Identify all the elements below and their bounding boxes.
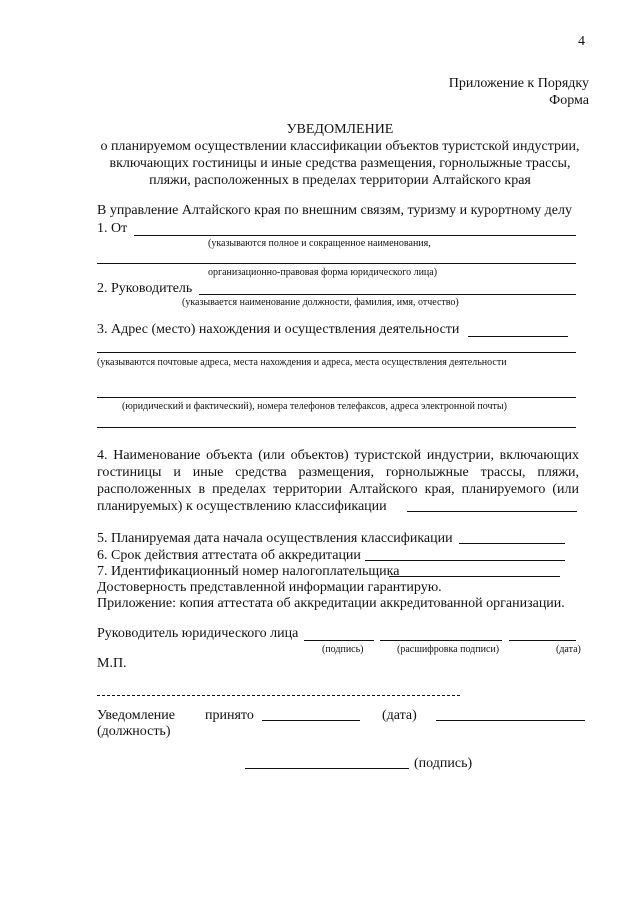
title-line-2: включающих гостиницы и иные средства размещения, горнолыжные трассы, xyxy=(109,156,571,171)
attachment-note: Приложение: копия аттестата об аккредитации аккредитованной организации. xyxy=(97,596,565,611)
item-7-fill-line[interactable] xyxy=(389,576,560,577)
item-4-fill-line[interactable] xyxy=(407,511,577,512)
item-4-line-4: планируемых) к осуществлению классификации xyxy=(97,499,387,514)
title-line-1: о планируемом осуществлении классификации объектов туристской индустрии, xyxy=(100,139,580,154)
signature-decode-fill-line[interactable] xyxy=(380,640,502,641)
form-label: Форма xyxy=(549,93,589,108)
guarantee-statement: Достоверность представленной информации гарантирую. xyxy=(97,580,442,595)
item-1-hint-2: организационно-правовая форма юридического лица) xyxy=(208,267,438,278)
signature-sign-hint: (подпись) xyxy=(322,644,364,655)
item-1-hint-1: (указываются полное и сокращенное наименования, xyxy=(208,238,431,249)
acceptance-date-fill-line[interactable] xyxy=(262,720,360,721)
item-6-label: 6. Срок действия аттестата об аккредитации xyxy=(97,548,361,563)
item-3-fill-line-3[interactable] xyxy=(97,397,576,398)
item-2-label: 2. Руководитель xyxy=(97,281,193,296)
item-4-line-1: 4. Наименование объекта (или объектов) туристской индустрии, включающих xyxy=(97,448,579,463)
addressee-line: В управление Алтайского края по внешним связям, туризму и курортному делу xyxy=(97,203,573,218)
appendix-label: Приложение к Порядку xyxy=(448,76,589,91)
item-1-label: 1. От xyxy=(97,221,128,236)
item-5-label: 5. Планируемая дата начала осуществления классификации xyxy=(97,531,453,546)
item-3-fill-line[interactable] xyxy=(468,336,568,337)
cut-line-divider xyxy=(97,695,460,696)
item-1-fill-line-2[interactable] xyxy=(97,263,576,264)
item-1-fill-line[interactable] xyxy=(134,235,576,236)
acceptance-signature-fill-line[interactable] xyxy=(245,768,409,769)
signature-date-hint: (дата) xyxy=(556,644,581,655)
title-line-3: пляжи, расположенных в пределах территории Алтайского края xyxy=(149,173,531,188)
acceptance-date-label: (дата) xyxy=(382,708,417,723)
item-4-line-3: расположенных в пределах территории Алтайского края, планируемого (или xyxy=(97,482,579,497)
item-3-hint-2: (юридический и фактический), номера телефонов телефаксов, адреса электронной почты) xyxy=(122,401,507,412)
acceptance-word-1: Уведомление xyxy=(97,708,176,723)
signature-fill-line[interactable] xyxy=(304,640,374,641)
signature-decode-hint: (расшифровка подписи) xyxy=(397,644,500,655)
item-6-fill-line[interactable] xyxy=(365,560,565,561)
acceptance-word-2: принято xyxy=(205,708,254,723)
item-7-label: 7. Идентификационный номер налогоплательщика xyxy=(97,564,400,579)
document-title: УВЕДОМЛЕНИЕ xyxy=(286,122,394,137)
item-3-fill-line-4[interactable] xyxy=(97,427,576,428)
page-number: 4 xyxy=(578,34,585,49)
signature-date-fill-line[interactable] xyxy=(509,640,576,641)
item-2-fill-line[interactable] xyxy=(199,294,576,295)
acceptance-position-label: (должность) xyxy=(97,724,171,739)
stamp-place: М.П. xyxy=(97,656,127,671)
signature-label: Руководитель юридического лица xyxy=(97,626,299,641)
item-5-fill-line[interactable] xyxy=(459,543,565,544)
acceptance-position-fill-line[interactable] xyxy=(436,720,585,721)
item-3-hint-1: (указываются почтовые адреса, места нахождения и адреса, места осуществления деятельности xyxy=(97,357,507,368)
acceptance-signature-label: (подпись) xyxy=(414,756,473,771)
item-4-line-2: гостиницы и иные средства размещения, горнолыжные трассы, пляжи, xyxy=(97,465,579,480)
item-3-label: 3. Адрес (место) нахождения и осуществления деятельности xyxy=(97,322,460,337)
item-2-hint: (указывается наименование должности, фамилия, имя, отчество) xyxy=(182,297,459,308)
item-3-fill-line-2[interactable] xyxy=(97,352,576,353)
